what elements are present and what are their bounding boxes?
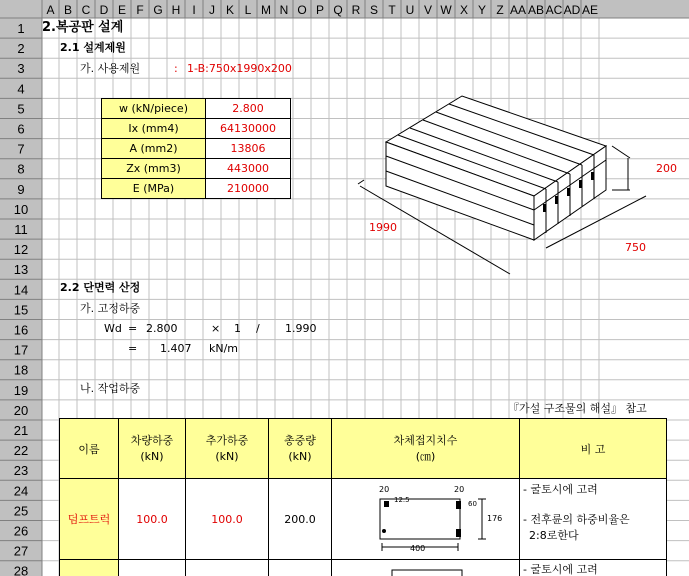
prop-label: E (MPa) <box>101 178 206 199</box>
remark-2: - 전후륜의 하중비율은 <box>523 513 630 526</box>
column-header[interactable]: V <box>423 3 433 17</box>
th-vehicle-load: 차량하중 (kN) <box>118 418 186 479</box>
prop-label: Zx (mm3) <box>101 158 206 179</box>
row-header[interactable]: 7 <box>17 141 25 157</box>
footprint-diagram-2 <box>332 560 519 576</box>
cell-row2-load <box>118 559 186 576</box>
dim-a: 20 <box>379 485 390 494</box>
row-header[interactable]: 23 <box>13 463 29 479</box>
row-header[interactable]: 16 <box>13 322 29 338</box>
cell-row2-remarks <box>519 559 667 576</box>
row-header[interactable]: 2 <box>17 41 25 57</box>
dim-c: 12.5 <box>394 496 410 504</box>
row-header[interactable]: 6 <box>17 121 25 137</box>
th-remarks: 비 고 <box>519 418 667 479</box>
cell-row2-diagram <box>331 559 520 576</box>
dim-height: 200 <box>656 162 677 175</box>
column-header[interactable]: K <box>225 3 235 17</box>
ga-colon: : <box>174 62 178 75</box>
th-additional-load: 추가하중 (kN) <box>185 418 269 479</box>
cell-contact-diagram <box>331 478 520 560</box>
column-header[interactable]: D <box>99 3 109 17</box>
ga-value: 1-B:750x1990x200 <box>187 62 292 75</box>
column-header[interactable]: M <box>261 3 271 17</box>
row-header[interactable]: 14 <box>13 282 29 298</box>
row-header[interactable]: 1 <box>17 21 25 36</box>
prop-label: w (kN/piece) <box>101 98 206 119</box>
dim-d: 176 <box>487 514 503 523</box>
column-header[interactable]: S <box>369 3 379 17</box>
prop-value: 210000 <box>205 178 291 199</box>
cell-row2-add <box>185 559 269 576</box>
calc-wd: Wd <box>104 322 122 335</box>
column-header[interactable]: P <box>315 3 325 17</box>
row-header[interactable]: 18 <box>13 362 29 378</box>
th-name: 이름 <box>59 418 119 479</box>
prop-label: A (mm2) <box>101 138 206 159</box>
cell-name-row2 <box>59 559 119 576</box>
row-header[interactable]: 13 <box>13 262 29 278</box>
column-header[interactable]: O <box>297 3 307 17</box>
column-header[interactable]: Y <box>477 3 487 17</box>
column-header[interactable]: AC <box>545 3 563 17</box>
reference-note: 『가설 구조물의 해설』 참고 <box>508 402 647 415</box>
row-header[interactable]: 11 <box>14 222 28 237</box>
column-header[interactable]: Q <box>333 3 343 17</box>
ga2-label: 가. 고정하중 <box>80 302 141 315</box>
row-header[interactable]: 26 <box>13 523 29 539</box>
dim-b: 20 <box>454 485 465 494</box>
row-header[interactable]: 3 <box>17 61 25 77</box>
column-header[interactable]: J <box>209 3 215 17</box>
calc-v2: 1 <box>234 322 241 335</box>
column-header[interactable]: AD <box>563 3 581 17</box>
cell-vehicle-load: 100.0 <box>118 478 186 560</box>
calc-op2: / <box>256 322 260 335</box>
column-header[interactable]: X <box>459 3 469 17</box>
remark-3: 2:8로한다 <box>529 529 579 542</box>
row-header[interactable]: 27 <box>13 543 29 559</box>
section-2-2: 2.2 단면력 산정 <box>60 281 141 294</box>
row-header[interactable]: 25 <box>13 503 29 519</box>
calc-eq1: = <box>128 322 138 335</box>
row-header[interactable]: 10 <box>13 201 29 217</box>
cell-name-dump-truck: 덤프트럭 <box>59 478 119 560</box>
na-label: 나. 작업하중 <box>80 382 141 395</box>
th-total-weight: 총중량 (kN) <box>268 418 332 479</box>
prop-label: Ix (mm4) <box>101 118 206 139</box>
cell-row2-total <box>268 559 332 576</box>
cell-additional-load: 100.0 <box>185 478 269 560</box>
column-header[interactable]: L <box>244 3 252 17</box>
column-header[interactable]: AE <box>581 3 599 17</box>
remark-1: - 굴토시에 고려 <box>523 483 598 496</box>
column-header[interactable]: U <box>405 3 415 17</box>
row-header[interactable]: 28 <box>13 563 29 576</box>
row-header[interactable]: 17 <box>13 342 29 358</box>
column-header[interactable]: Z <box>496 3 504 17</box>
row-header[interactable]: 5 <box>17 101 25 117</box>
prop-value: 64130000 <box>205 118 291 139</box>
column-header[interactable]: AA <box>509 3 527 17</box>
row-header[interactable]: 19 <box>13 382 29 398</box>
ga-label: 가. 사용제원 <box>80 62 141 75</box>
calc-v4: 1.407 <box>160 342 192 355</box>
column-header[interactable]: G <box>153 3 163 17</box>
cell-remarks <box>519 478 667 560</box>
column-header[interactable]: R <box>351 3 361 17</box>
column-header[interactable]: T <box>388 3 396 17</box>
column-header[interactable]: N <box>279 3 289 17</box>
row-header[interactable]: 12 <box>13 242 29 258</box>
row-header[interactable]: 9 <box>17 181 25 197</box>
column-header[interactable]: H <box>171 3 181 17</box>
row-header[interactable]: 20 <box>13 402 29 418</box>
column-header[interactable]: B <box>63 3 73 17</box>
dim-length: 1990 <box>369 221 397 234</box>
dim-e: 400 <box>410 544 426 553</box>
column-header[interactable]: W <box>440 3 452 17</box>
row-header[interactable]: 22 <box>13 443 29 459</box>
prop-value: 2.800 <box>205 98 291 119</box>
calc-unit: kN/m <box>209 342 239 355</box>
row2-remark-1: - 굴토시에 고려 <box>523 563 598 576</box>
cell-total-weight: 200.0 <box>268 478 332 560</box>
column-header[interactable]: A <box>46 3 55 17</box>
row-header[interactable]: 21 <box>13 423 29 438</box>
row-header[interactable]: 4 <box>17 81 25 97</box>
column-header[interactable]: C <box>81 3 91 17</box>
prop-value: 13806 <box>205 138 291 159</box>
row-header[interactable]: 24 <box>13 483 29 499</box>
section-2-1: 2.1 설계제원 <box>60 41 126 54</box>
column-header[interactable]: I <box>192 3 196 17</box>
column-header[interactable]: AB <box>527 3 545 17</box>
dim-width: 750 <box>625 241 646 254</box>
row-header[interactable]: 8 <box>17 161 25 177</box>
calc-v3: 1.990 <box>285 322 317 335</box>
calc-eq2: = <box>128 342 138 355</box>
column-header[interactable]: E <box>117 3 127 17</box>
prop-value: 443000 <box>205 158 291 179</box>
calc-v1: 2.800 <box>146 322 178 335</box>
heading-main: 2.복공판 설계 <box>42 20 124 35</box>
th-contact-dims: 차체접지치수 (㎝) <box>331 418 520 479</box>
dim-f: 60 <box>468 500 477 508</box>
row-header[interactable]: 15 <box>13 302 29 318</box>
calc-op1: × <box>211 322 221 335</box>
column-header[interactable]: F <box>136 3 144 17</box>
